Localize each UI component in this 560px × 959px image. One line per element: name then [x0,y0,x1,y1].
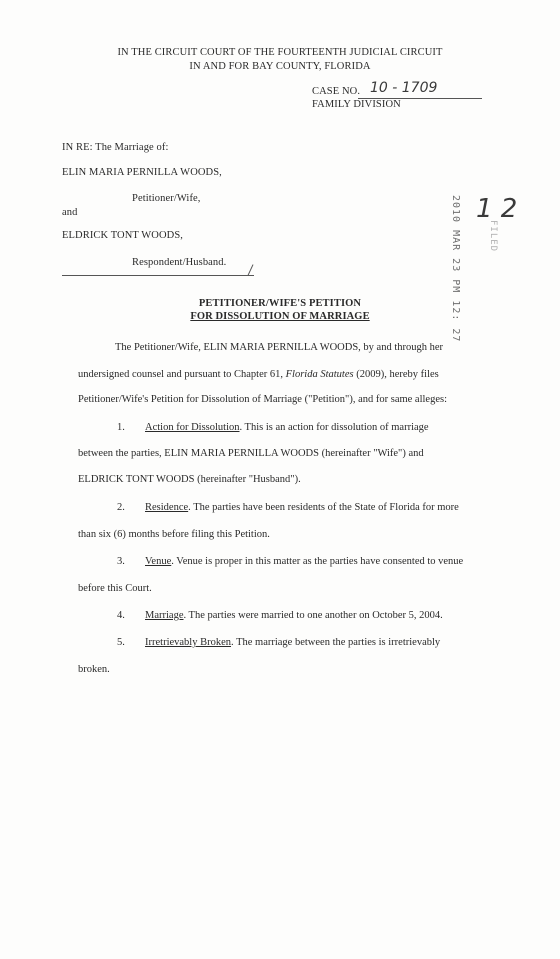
handwritten-mark: 1 2 [476,194,518,224]
para-2-line-2: than six (6) months before filing this Petition. [78,529,270,540]
title-line-1: PETITIONER/WIFE'S PETITION [198,298,362,309]
case-label: CASE NO. [312,86,361,97]
case-number: 10 - 1709 [370,80,438,96]
respondent-name: ELDRICK TONT WOODS, [62,230,184,241]
caption-rule [62,275,254,276]
para-5-heading: Irretrievably Broken [145,637,232,648]
caption-rule-tick [248,264,254,275]
para-4-first [145,610,443,621]
petitioner-role: Petitioner/Wife, [132,193,201,204]
para-1-line-2: between the parties, ELIN MARIA PERNILLA WOODS (hereinafter "Wife") and [78,448,424,459]
para-3-first [145,556,463,567]
and-text: and [62,207,78,218]
para-3-number: 3. [117,556,125,567]
intro-line-3: Petitioner/Wife's Petition for Dissolution of Marriage ("Petition"), and for same alleges: [78,394,448,405]
para-1-heading: Action for Dissolution [145,422,240,433]
para-1-line-3: ELDRICK TONT WOODS (hereinafter "Husband"). [78,474,301,485]
intro-line-2 [78,369,439,380]
para-1-text: . This is an action for dissolution of marriage [239,422,429,433]
court-line-1: IN THE CIRCUIT COURT OF THE FOURTEENTH JUDICIAL CIRCUIT [117,47,443,58]
para-2-heading: Residence [145,502,189,513]
intro-line-1: The Petitioner/Wife, ELIN MARIA PERNILLA WOODS, by and through her [115,342,444,353]
para-1-number: 1. [117,422,125,433]
para-2-text: . The parties have been residents of the State of Florida for more [188,502,459,513]
intro-statute: Florida Statutes [285,369,354,380]
para-2-number: 2. [117,502,125,513]
para-3-text: . Venue is proper in this matter as the parties have consented to venue [171,556,464,567]
para-5-line-2: broken. [78,664,110,675]
para-5-number: 5. [117,637,125,648]
para-4-text: . The parties were married to one another on October 5, 2004. [183,610,443,621]
respondent-role: Respondent/Husband. [132,257,227,268]
para-5-first [145,637,440,648]
para-5-text: . The marriage between the parties is irretrievably [231,637,441,648]
filed-stamp: 2010 MAR 23 PM 12: 27 [450,195,461,343]
para-3-heading: Venue [145,556,172,567]
title-line-2: FOR DISSOLUTION OF MARRIAGE [190,311,370,322]
in-re-line: IN RE: The Marriage of: [62,142,169,153]
para-2-first [145,502,459,513]
court-line-2: IN AND FOR BAY COUNTY, FLORIDA [189,61,371,72]
para-4-heading: Marriage [145,610,184,621]
filed-stamp-mark: FILED [488,220,498,253]
para-4-number: 4. [117,610,125,621]
petitioner-name: ELIN MARIA PERNILLA WOODS, [62,167,222,178]
division-label: FAMILY DIVISION [312,99,401,110]
para-3-line-2: before this Court. [78,583,152,594]
intro-text: undersigned counsel and pursuant to Chapter 61, [78,369,286,380]
intro-text-end: (2009), hereby files [353,369,439,380]
para-1-first [145,422,429,433]
